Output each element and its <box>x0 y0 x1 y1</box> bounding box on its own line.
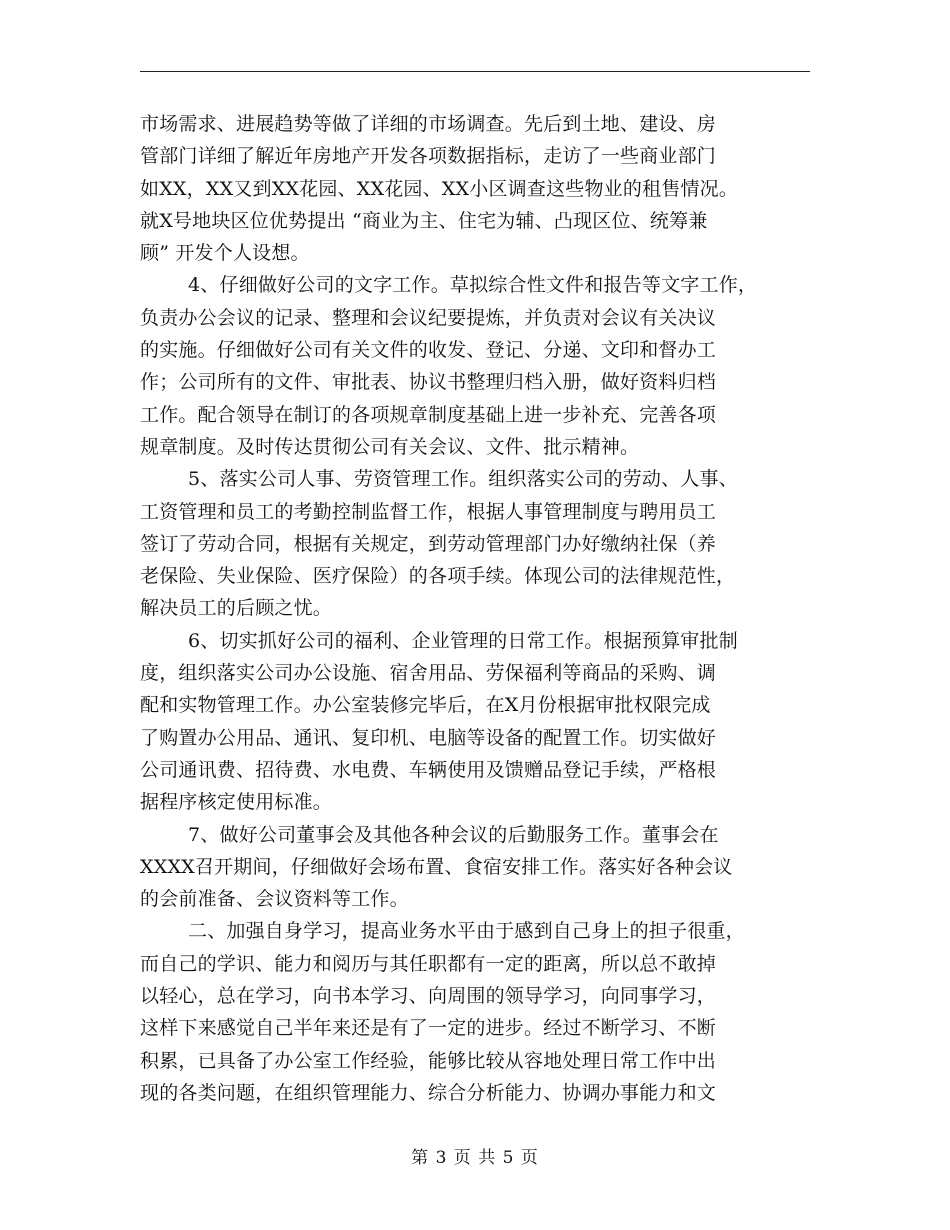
text-line: 市场需求、进展趋势等做了详细的市场调查。先后到土地、建设、房 <box>140 113 717 135</box>
text-line: 顾” 开发个人设想。 <box>140 242 310 265</box>
text-line: 作；公司所有的文件、审批表、协议书整理归档入册，做好资料归档 <box>140 371 717 394</box>
page-number: 第 3 页 共 5 页 <box>411 1148 539 1168</box>
text-line: 这样下来感觉自己半年来还是有了一定的进步。经过不断学习、不断 <box>140 1017 717 1040</box>
text-line: 以轻心，总在学习，向书本学习、向周围的领导学习，向同事学习， <box>140 985 717 1008</box>
text-line: 的会前准备、会议资料等工作。 <box>140 888 409 911</box>
text-line: 公司通讯费、招待费、水电费、车辆使用及馈赠品登记手续，严格根 <box>140 758 717 781</box>
text-line: 就X号地块区位优势提出 “商业为主、住宅为辅、凸现区位、统筹兼 <box>140 209 708 232</box>
text-line: 二、加强自身学习，提高业务水平由于感到自己身上的担子很重， <box>188 920 745 943</box>
text-line: 负责办公会议的记录、整理和会议纪要提炼，并负责对会议有关决议 <box>140 306 717 329</box>
text-line: 5、落实公司人事、劳资管理工作。组织落实公司的劳动、人事、 <box>188 468 738 491</box>
text-line: 6、切实抓好公司的福利、企业管理的日常工作。根据预算审批制 <box>188 629 738 652</box>
document-body <box>140 108 820 1109</box>
text-line: 度，组织落实公司办公设施、宿舍用品、劳保福利等商品的采购、调 <box>140 662 717 685</box>
text-line: 老保险、失业保险、医疗保险）的各项手续。体现公司的法律规范性， <box>140 565 736 588</box>
text-line: XXXX召开期间，仔细做好会场布置、食宿安排工作。落实好各种会议 <box>140 855 733 878</box>
text-line: 如XX，XX又到XX花园、XX花园、XX小区调查这些物业的租售情况。 <box>140 177 739 200</box>
text-line: 签订了劳动合同，根据有关规定，到劳动管理部门办好缴纳社保（养 <box>140 532 717 555</box>
text-line: 规章制度。及时传达贯彻公司有关会议、文件、批示精神。 <box>140 435 640 458</box>
text-line: 现的各类问题，在组织管理能力、综合分析能力、协调办事能力和文 <box>140 1081 717 1104</box>
text-line: 管部门详细了解近年房地产开发各项数据指标，走访了一些商业部门 <box>140 145 717 168</box>
text-line: 了购置办公用品、通讯、复印机、电脑等设备的配置工作。切实做好 <box>140 726 717 749</box>
text-line: 工资管理和员工的考勤控制监督工作，根据人事管理制度与聘用员工 <box>140 500 717 523</box>
text-line: 7、做好公司董事会及其他各种会议的后勤服务工作。董事会在 <box>188 823 719 846</box>
text-line: 积累，已具备了办公室工作经验，能够比较从容地处理日常工作中出 <box>140 1049 717 1072</box>
header-rule <box>140 71 810 72</box>
text-line: 4、仔细做好公司的文字工作。草拟综合性文件和报告等文字工作， <box>188 274 758 297</box>
text-line: 配和实物管理工作。办公室装修完毕后，在X月份根据审批权限完成 <box>140 694 711 717</box>
text-line: 据程序核定使用标准。 <box>140 791 333 814</box>
text-line: 解决员工的后顾之忧。 <box>140 597 333 620</box>
text-line: 的实施。仔细做好公司有关文件的收发、登记、分递、文印和督办工 <box>140 339 717 362</box>
text-line: 工作。配合领导在制订的各项规章制度基础上进一步补充、完善各项 <box>140 403 717 426</box>
text-line: 而自己的学识、能力和阅历与其任职都有一定的距离，所以总不敢掉 <box>140 952 717 975</box>
